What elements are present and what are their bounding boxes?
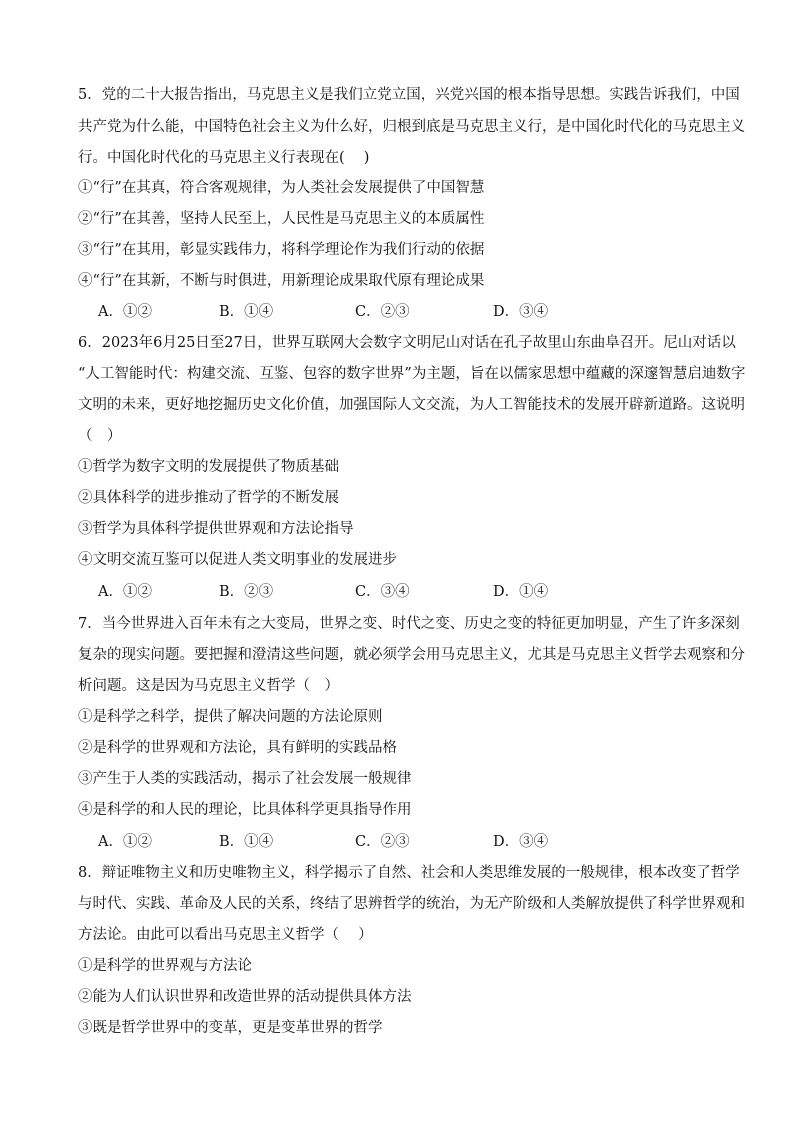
q7-stem-line-3: 析问题。这是因为马克思主义哲学（ ） [78,678,339,694]
q5-choices [98,302,638,322]
q7-choice-d[interactable]: D．③④ [493,834,549,850]
q5-choice-d[interactable]: D．③④ [493,304,549,320]
q5-choice-a[interactable]: A．①② [98,304,152,320]
q7-choice-c[interactable]: C．②③ [355,834,410,850]
q5-option-4: ④“行”在其新，不断与时俱进，用新理论成果取代原有理论成果 [78,273,485,289]
q6-choice-d[interactable]: D．①④ [493,584,549,600]
q5-option-1: ①“行”在其真，符合客观规律，为人类社会发展提供了中国智慧 [78,180,485,196]
q6-choice-b[interactable]: B．②③ [219,584,274,600]
q7-option-3: ③产生于人类的实践活动，揭示了社会发展一般规律 [78,771,412,787]
q6-option-2: ②具体科学的进步推动了哲学的不断发展 [78,490,339,506]
q6-option-4: ④文明交流互鉴可以促进人类文明事业的发展进步 [78,552,397,568]
q6-stem-line-2: “人工智能时代：构建交流、互鉴、包容的数字世界”为主题，旨在以儒家思想中蕴藏的深邃智慧启迪数字 [78,366,746,382]
q7-choices [98,832,638,852]
q5-choice-c[interactable]: C．②③ [355,304,410,320]
q8-option-3: ③既是哲学世界中的变革，更是变革世界的哲学 [78,1020,383,1036]
q6-stem-line-3: 文明的未来，更好地挖掘历史文化价值，加强国际人文交流，为人工智能技术的发展开辟新道路。这说明 [78,397,745,413]
q5-stem-line-1: 5．党的二十大报告指出，马克思主义是我们立党立国，兴党兴国的根本指导思想。实践告诉我们，中国 [78,87,740,103]
q5-stem-line-2: 共产党为什么能，中国特色社会主义为什么好，归根到底是马克思主义行，是中国化时代化的马克思主义 [78,119,745,135]
q5-option-2: ②“行”在其善，坚持人民至上，人民性是马克思主义的本质属性 [78,211,485,227]
q7-option-1: ①是科学之科学，提供了解决问题的方法论原则 [78,709,383,725]
q6-choice-a[interactable]: A．①② [98,584,152,600]
q5-stem-line-3: 行。中国化时代化的马克思主义行表现在( ) [78,150,370,166]
q7-choice-b[interactable]: B．①④ [219,834,274,850]
q6-stem-line-4: （ ） [78,428,122,444]
q5-option-3: ③“行”在其用，彰显实践伟力，将科学理论作为我们行动的依据 [78,242,485,258]
q6-choices [98,582,638,602]
q8-stem-line-2: 与时代、实践、革命及人民的关系，终结了思辨哲学的统治，为无产阶级和人类解放提供了科学世界观和 [78,896,745,912]
q7-stem-line-1: 7．当今世界进入百年未有之大变局，世界之变、时代之变、历史之变的特征更加明显，产生了许多深刻 [78,616,740,632]
q6-option-1: ①哲学为数字文明的发展提供了物质基础 [78,459,339,475]
q6-option-3: ③哲学为具体科学提供世界观和方法论指导 [78,521,354,537]
q6-choice-c[interactable]: C．③④ [355,584,410,600]
q8-option-1: ①是科学的世界观与方法论 [78,958,252,974]
q8-stem-line-3: 方法论。由此可以看出马克思主义哲学（ ） [78,927,373,943]
q8-stem-line-1: 8．辩证唯物主义和历史唯物主义，科学揭示了自然、社会和人类思维发展的一般规律，根本改变了哲学 [78,865,740,881]
q7-option-2: ②是科学的世界观和方法论，具有鲜明的实践品格 [78,740,397,756]
q6-stem-line-1: 6．2023年6月25日至27日，世界互联网大会数字文明尼山对话在孔子故里山东曲阜召开。尼山对话以 [78,335,736,351]
q8-option-2: ②能为人们认识世界和改造世界的活动提供具体方法 [78,989,412,1005]
q7-choice-a[interactable]: A．①② [98,834,152,850]
q7-stem-line-2: 复杂的现实问题。要把握和澄清这些问题，就必须学会用马克思主义，尤其是马克思主义哲学去观察和分 [78,647,745,663]
q7-option-4: ④是科学的和人民的理论，比具体科学更具指导作用 [78,802,412,818]
q5-choice-b[interactable]: B．①④ [219,304,274,320]
